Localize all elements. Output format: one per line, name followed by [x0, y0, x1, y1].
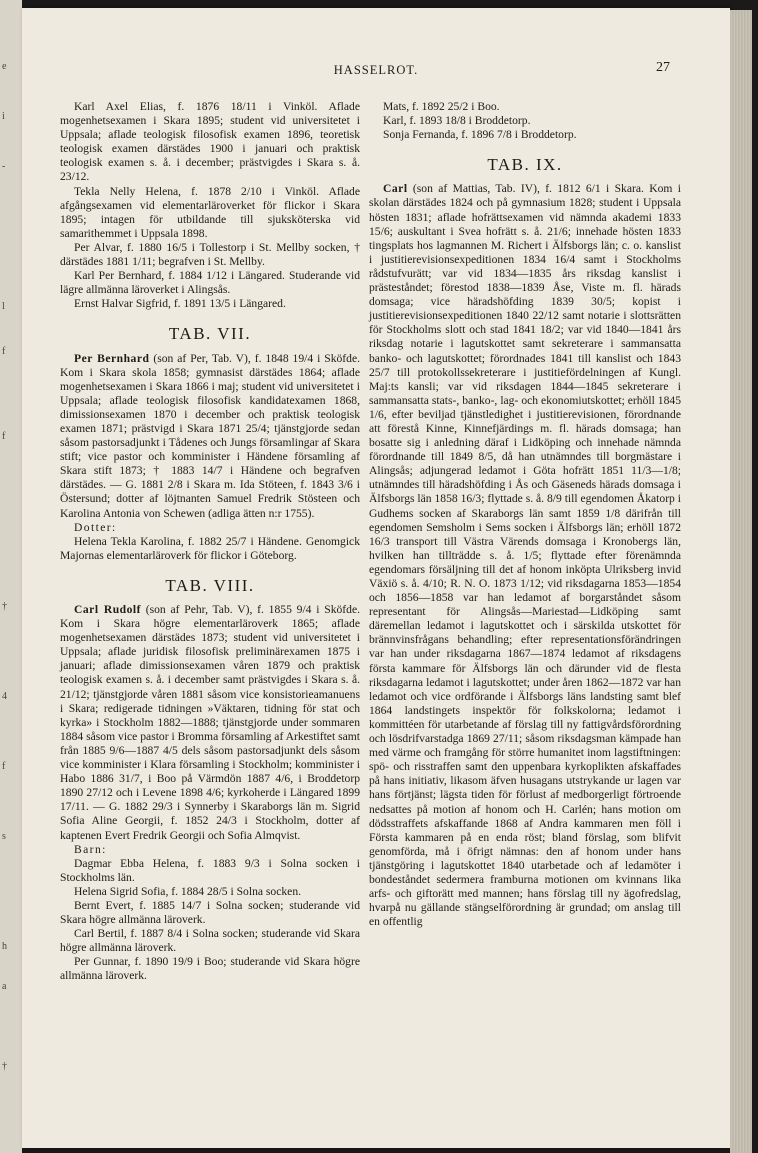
child-entry: Ernst Halvar Sigfrid, f. 1891 13/5 i Längared. — [74, 297, 286, 311]
tab-vii-name: Per Bernhard — [74, 351, 150, 365]
tab-viii-text: (son af Pehr, Tab. V), f. 1855 9/4 i Sköfde. Kom i Skara högre elementarläroverk 1865; aflade mogenhetsexamen därstädes 1873; student vid universitetet i Uppsala; aflade juridisk filosofisk preliminärexamen 1875 i januari; aflade dimissionsexamen våren 1879 och praktisk teologisk examen s. å. i december samt prästvigdes i Skara s. å. 21/12; tjänstgjorde våren 1881 såsom vice konsistorieamanuens i Skara; redigerade tidningen »Väktaren, tidning för stat och kyrka» i Stockholm 1882—1888; tjänstgjorde under sommaren 1884 såsom vice pastor i Bromma församling af Arkestiftet samt från 1885 9/6—1887 4/5 dels såsom pastorsadjunkt dels såsom vice komminister i Klara församling i Stockholm; komminister i Habo 1886 31/7, i Boo på Värmdön 1887 4/6, i Broddetorp 1890 27/12 och i Levene 1898 4/6; kyrkoherde i Längared 1899 17/11. — G. 1882 29/3 i Synnerby i Skaraborgs län m. Sigrid Sofia Aline Georgii, f. 1852 24/3 i Stockholm, dotter af kaptenen Evert Fredrik Georgii och Sofia Almqvist. — [60, 603, 360, 842]
child-entry: Per Gunnar, f. 1890 19/9 i Boo; studerande vid Skara högre allmänna läroverk. — [60, 955, 360, 983]
daughter-entry: Helena Tekla Karolina, f. 1882 25/7 i Händene. Genomgick Majornas elementarläroverk för flickor i Göteborg. — [60, 534, 360, 562]
page-number: 27 — [656, 60, 670, 75]
child-entry: Karl, f. 1893 18/8 i Broddetorp. — [383, 114, 531, 128]
book-page — [22, 8, 730, 1148]
tab-viii-heading: TAB. VIII. — [165, 575, 255, 595]
child-entry: Helena Sigrid Sofia, f. 1884 28/5 i Solna socken. — [74, 884, 302, 898]
tab-vii-heading: TAB. VII. — [168, 324, 252, 344]
running-head: HASSELROT. — [333, 63, 419, 77]
tab-vii-biography — [60, 352, 360, 521]
child-entry: Karl Per Bernhard, f. 1884 1/12 i Längared. Studerande vid lägre allmänna läroverket i Alingsås. — [60, 269, 360, 297]
tab-viii-name: Carl Rudolf — [74, 603, 141, 616]
left-column — [60, 100, 360, 984]
child-entry: Bernt Evert, f. 1885 14/7 i Solna socken; studerande vid Skara högre allmänna läroverk. — [60, 898, 360, 927]
page-stack-edge — [730, 10, 752, 1153]
child-entry: Dagmar Ebba Helena, f. 1883 9/3 i Solna socken i Stockholms län. — [60, 856, 360, 884]
tab-viii-biography — [60, 603, 360, 843]
previous-page-edge: e i - l f f † 4 f s h a † — [0, 0, 22, 1153]
children-label: Barn: — [74, 842, 107, 856]
tab-vii-text: (son af Per, Tab. V), f. 1848 19/4 i Sköfde. Kom i Skara skola 1858; gymnasist därstädes 1864; aflade mogenhetsexamen i Skara 1866 i maj; student vid universitetet i Uppsala; aflade teologisk filosofisk kandidatexamen 1868, dimissionsexamen 1870 i december och praktisk teologisk examen 1871; prästvigd i Skara 1871 25/4; tjänstgjorde sedan såsom pastorsadjunkt i Tådenes och Jungs församlingar af Skara stift; vice pastor och komminister i Händene församling af Skara stift 1873; † 1883 14/7 i Händene och begrafven därstädes. — G. 1881 2/8 i Skara m. Ida Stöteen, f. 1843 3/6 i Östersund; dotter af löjtnanten Samuel Fredrik Stösteen och Karolina Antonia von Schewen (adliga ätten n:r 1755). — [60, 351, 361, 520]
tab-ix-biography — [369, 182, 681, 929]
tab-ix-name: Carl — [383, 182, 408, 196]
right-column — [369, 100, 681, 929]
daughter-label: Dotter: — [74, 520, 117, 534]
child-entry: Sonja Fernanda, f. 1896 7/8 i Broddetorp. — [383, 128, 577, 142]
tab-ix-text: (son af Mattias, Tab. IV), f. 1812 6/1 i Skara. Kom i skolan därstädes 1824 och på gymnasium 1828; student i Uppsala hösten 1831; aflade hofrättsexamen vid nämnda akademi 1833 15/6; auskultant i Svea hofrätt s. å. 21/6; innehade hösten 1833 tingsplats hos lagmannen M. Richert i Älfsborgs län; c. o. kanslist i justitierevisionsexpeditionen 1834 16/4 samt i Stockholms rådstufvurätt; var vid 1834—1835 års riksdag kanslist i prästeståndet; förestod 1838—1839 Åse, Viste m. fl. härads domsaga; vice häradshöfding 1839 30/5; kopist i justitierevisionsexpeditionen 1840 22/12 samt notarie i slottsrätten för Stockholms slott och stad 1841 18/2; var vid 1840—1841 års riksdag notarie i lagutskottet samt sekreterare i sammansatta banko- och lagutskottet; förordnades 1841 till kanslist och 1843 25/7 till protokollssekreterare i justitiefördelningen af Kungl. Maj:ts kansli; var vid riksdagen 1844—1845 sekreterare i sammansatta stats-, banko-, lag- och ekonomiutskottet; erhöll 1845 1/6, efter beviljad tjänstledighet i justitierevisionen, förordnande att förestå Kinne, Kinnefjärdings m. fl. härads domsaga; han bosatte sig i anledning däraf i Lidköping och innehade nämnda förordnande till 1849 8/5, då han utnämndes till borgmästare i Alingsås; adjungerad ledamot i Göta hofrätt 1851 11/3—1/8; utnämndes till häradshöfding i Ås och Gäseneds härads domsaga i Älfsborgs län 1858 16/3; flyttade s. å. 8/9 till egendomen Åkatorp i Gudhems socken af Skaraborgs län samt 1859 1/8 därifrån till egendomen Semsholm i Sems socken i Älfsborgs län; erhöll 1872 16/3 transport till Västra Värends domsaga i Kronobergs län, hvilken han tillträdde s. å. 1/5; flyttade efter förenämnda egendomars försäljning till det af honom inköpta Ulriksberg invid Växiö s. å. 4/10; R. N. O. 1873 1/12; vid riksdagarna 1853—1854 och 1856—1858 var han ledamot af borgarståndet såsom representant för Alingsås—Mariestad—Lidköping samt däremellan ledamot i lagutskottet och i särskilda utskottet för brännvinsfrågans behandling; efter representationsförändringen var han under riksdagarna 1867—1874 ledamot af riksdagens första kammare för Älfsborgs län och därunder vid de flesta riksdagarna ledamot i lagutskottet; under åren 1862—1872 var han ledamot och vice ordförande i Älfsborgs läns landsting samt blef 1864 landstingets inspektör för folkskolorna; ledamot i kommittéen för utarbetande af förslag till ny fattigvårdsförordning och lösdrifvarstadga 1869 27/11; såsom riksdagsman kämpade han med värme och framgång för större humanitet inom lagstiftningen: spö- och risstraffen samt den uppenbara kyrkoplikten afskaffades på hans initiativ, likasom äfven husagans utstrykande ur lagen var hans förtjänst; lägsta tiden för förlust af medborgerligt förtroende nedsattes på motion af honom och H. Carlén; hans motion om dödsstraffets afskaffande 1868 af Andra kammaren men föll i Första kammaren på en enda röst; bland förslag, som blifvit genomförda, må i öfrigt nämnas: den af honom under hans tjänstgöring i lagutskottet 1840 utarbetade och af ledamöter i bondeståndet sedermera framburna motionen om kvinnans lika arfs- och giftorätt med mannen; hans förslag till ny ägofredslag, hvarpå nu gällande stängselförordning är grundad; om anslag till en offentlig — [369, 182, 681, 929]
tab-ix-heading: TAB. IX. — [487, 155, 563, 175]
child-entry: Karl Axel Elias, f. 1876 18/11 i Vinköl. Aflade mogenhetsexamen i Skara 1895; student vid universitetet i Uppsala; aflade teologisk filosofisk examen 1896, teoretisk teologisk examen därstädes 1900 i januari och praktisk teologisk examen s. å. i december; prästvigdes i Skara s. å. 23/12. — [60, 100, 360, 184]
child-entry: Mats, f. 1892 25/2 i Boo. — [383, 100, 500, 113]
child-entry: Tekla Nelly Helena, f. 1878 2/10 i Vinköl. Aflade afgångsexamen vid elementarläroverket för flickor i Skara 1895; intagen för utbildande till sjuksköterska vid samarithemmet i Uppsala 1898. — [60, 184, 360, 240]
child-entry: Carl Bertil, f. 1887 8/4 i Solna socken; studerande vid Skara högre allmänna läroverk. — [60, 927, 360, 955]
child-entry: Per Alvar, f. 1880 16/5 i Tollestorp i St. Mellby socken, † därstädes 1881 1/11; begrafven i St. Mellby. — [60, 240, 360, 269]
